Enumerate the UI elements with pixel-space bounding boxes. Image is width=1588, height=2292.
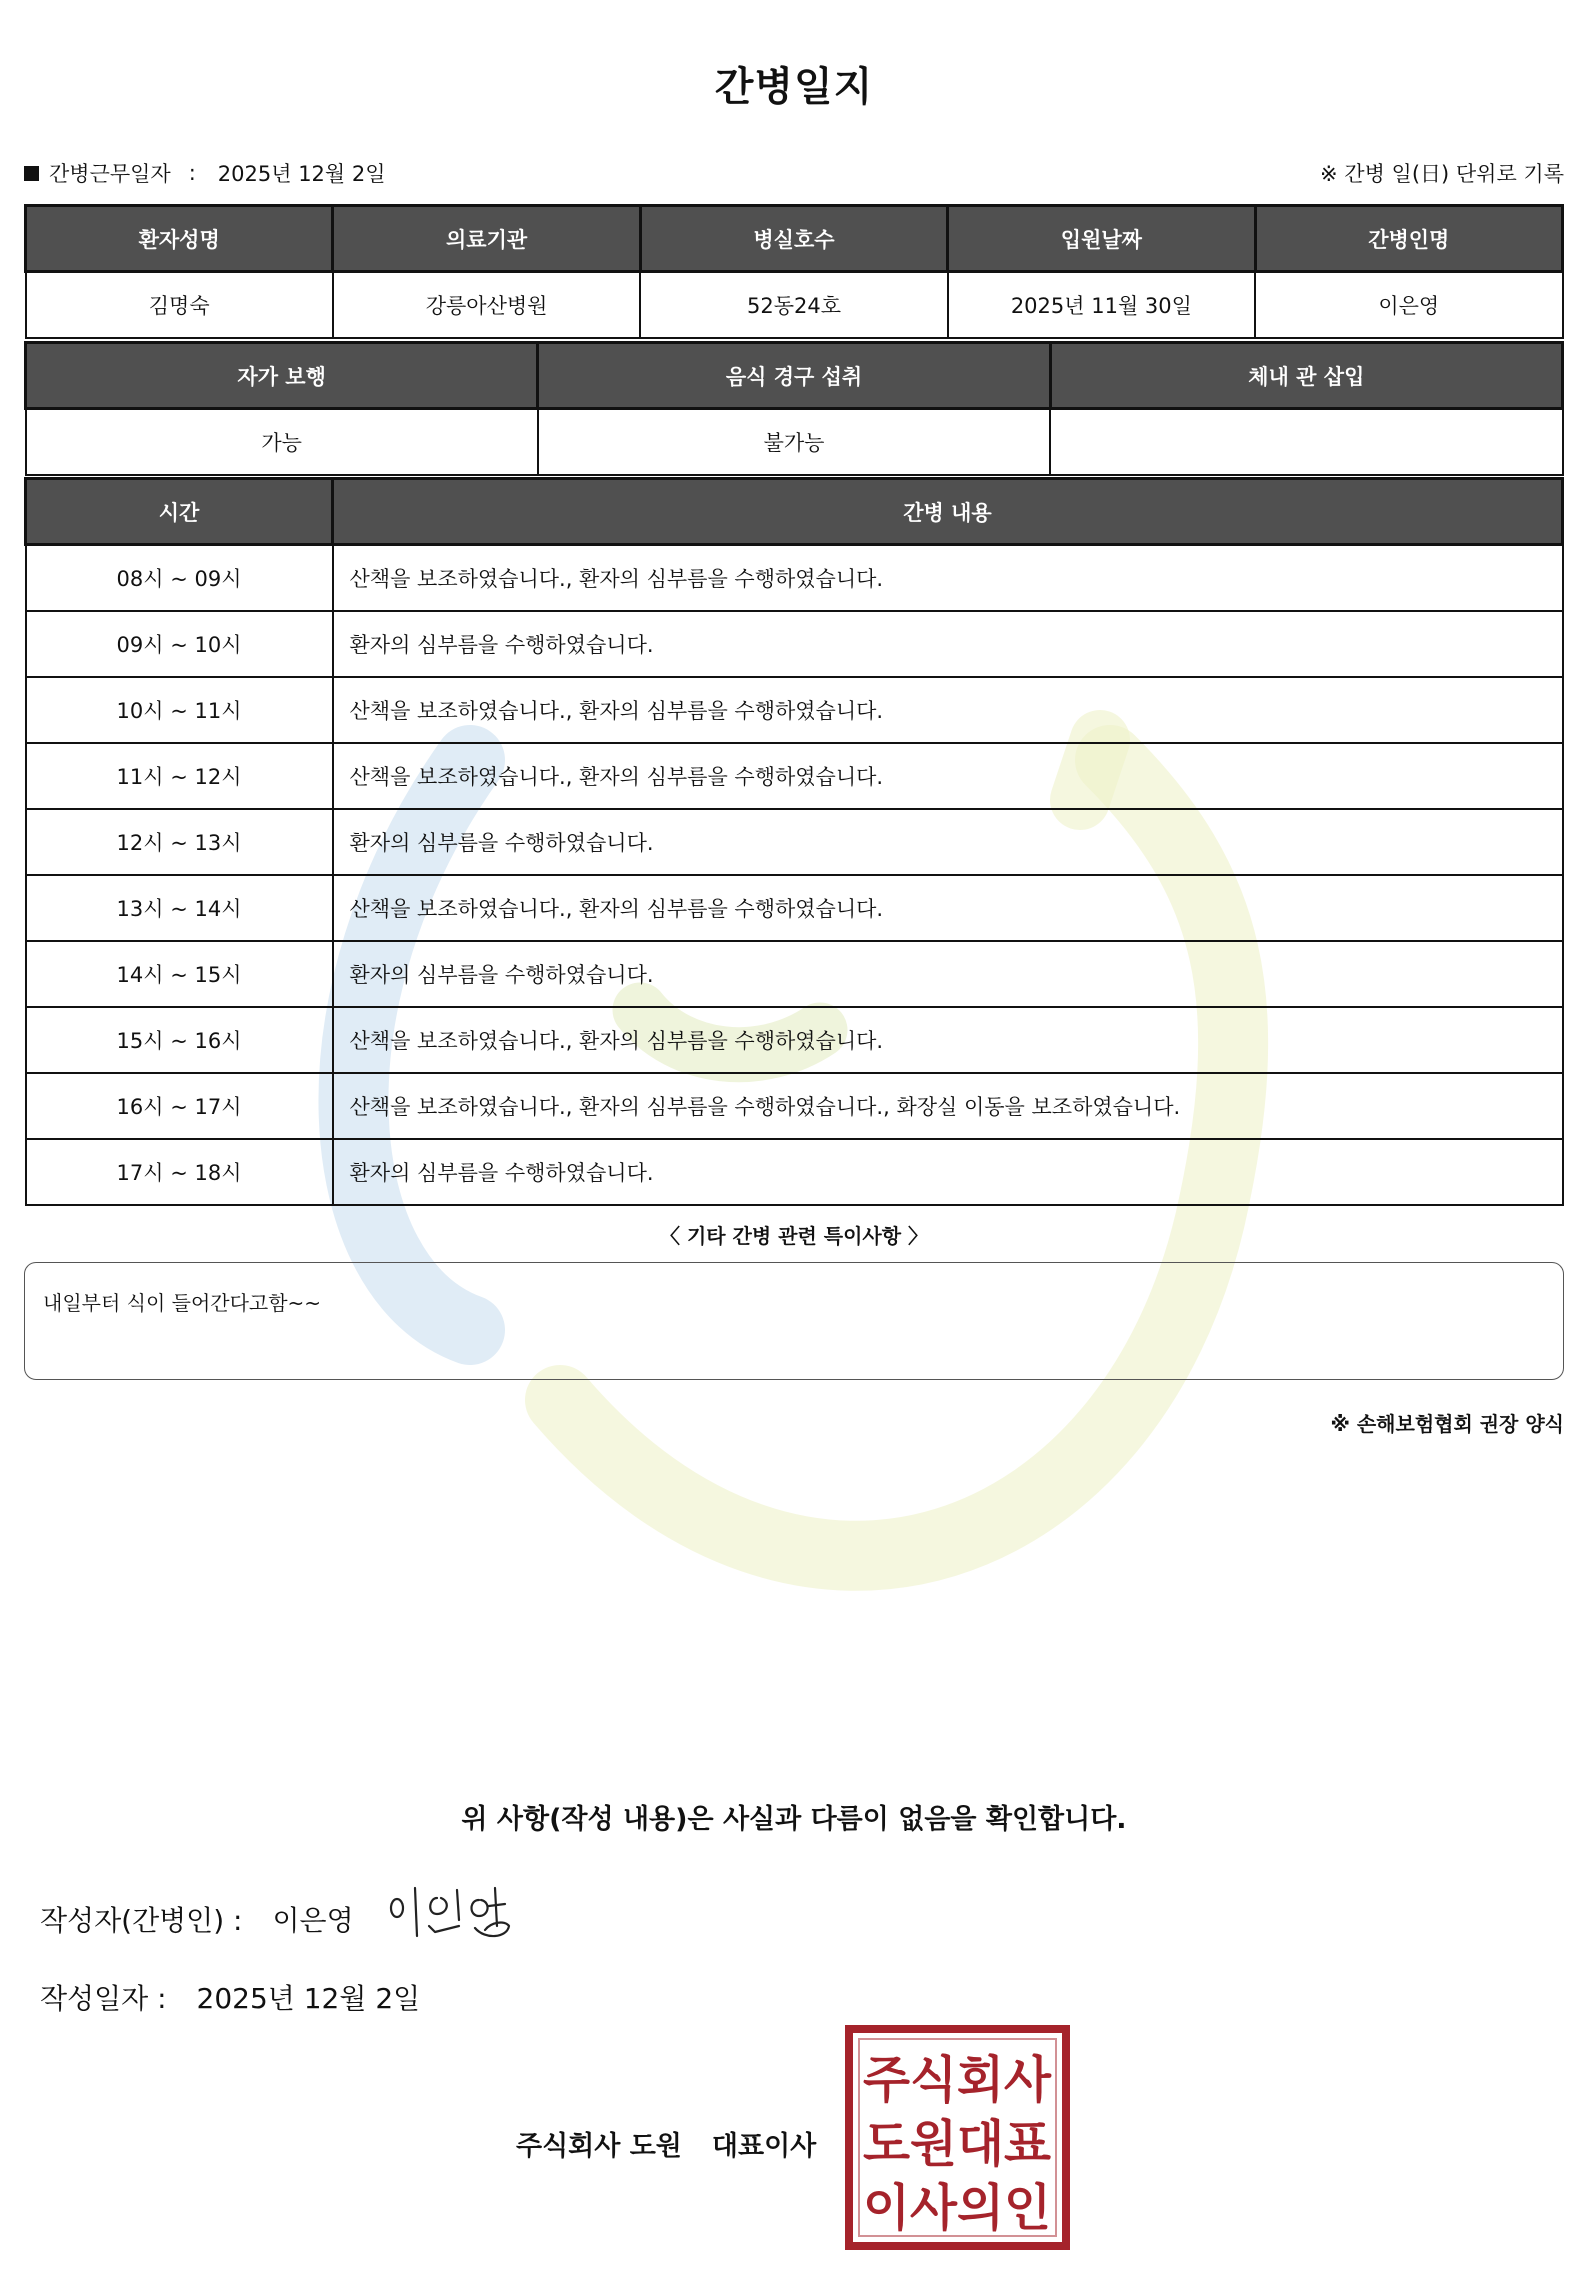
work-date-separator: : (188, 161, 196, 185)
seal-line-1: 주식회사 (863, 2051, 1052, 2109)
content-cell: 환자의 심부름을 수행하였습니다. (333, 611, 1563, 677)
header-self-walking: 자가 보행 (26, 343, 538, 409)
content-cell: 산책을 보조하였습니다., 환자의 심부름을 수행하였습니다. (333, 545, 1563, 611)
unit-note: ※ 간병 일(日) 단위로 기록 (1320, 162, 1564, 186)
time-cell: 16시 ~ 17시 (26, 1073, 333, 1139)
tube-insertion-value (1050, 409, 1562, 475)
content-cell: 산책을 보조하였습니다., 환자의 심부름을 수행하였습니다. (333, 1007, 1563, 1073)
table-row (26, 941, 1563, 1007)
content-cell: 환자의 심부름을 수행하였습니다. (333, 1139, 1563, 1205)
time-cell: 10시 ~ 11시 (26, 677, 333, 743)
written-date-label: 작성일자 : (40, 1982, 167, 2015)
time-cell: 09시 ~ 10시 (26, 611, 333, 677)
time-cell: 14시 ~ 15시 (26, 941, 333, 1007)
oral-intake-value: 불가능 (538, 409, 1050, 475)
work-date-value: 2025년 12월 2일 (217, 162, 386, 186)
header-time: 시간 (26, 479, 333, 545)
work-date (24, 158, 386, 188)
company-name: 주식회사 도원 (516, 2131, 682, 2162)
header-room: 병실호수 (640, 206, 947, 272)
admission-date: 2025년 11월 30일 (948, 272, 1255, 338)
patient-status-table (24, 341, 1564, 476)
handwritten-signature (385, 1880, 535, 1950)
table-row (26, 809, 1563, 875)
table-row (26, 545, 1563, 611)
notes-title: 〈 기타 간병 관련 특이사항 〉 (659, 1224, 928, 1248)
recommend-note: ※ 손해보험협회 권장 양식 (1330, 1412, 1564, 1436)
header-oral-intake: 음식 경구 섭취 (538, 343, 1050, 409)
table-row (26, 677, 1563, 743)
header-admission-date: 입원날짜 (948, 206, 1255, 272)
table-row (26, 875, 1563, 941)
ceo-title: 대표이사 (711, 2131, 817, 2162)
page-title: 간병일지 (714, 64, 874, 110)
table-row (26, 1007, 1563, 1073)
patient-info-table (24, 204, 1564, 339)
patient-name: 김명숙 (26, 272, 333, 338)
room: 52동24호 (640, 272, 947, 338)
writer-label: 작성자(간병인) : (40, 1904, 243, 1937)
content-cell: 산책을 보조하였습니다., 환자의 심부름을 수행하였습니다. (333, 743, 1563, 809)
work-date-label: 간병근무일자 (49, 162, 171, 186)
header-tube-insertion: 체내 관 삽입 (1050, 343, 1562, 409)
hospital: 강릉아산병원 (333, 272, 640, 338)
table-row (26, 1139, 1563, 1205)
header-caregiver-name: 간병인명 (1255, 206, 1562, 272)
seal-line-3: 이사의인 (863, 2179, 1051, 2237)
table-row (26, 611, 1563, 677)
table-row (26, 743, 1563, 809)
header-care-content: 간병 내용 (333, 479, 1563, 545)
writer-line (40, 1899, 354, 1939)
time-cell: 08시 ~ 09시 (26, 545, 333, 611)
content-cell: 산책을 보조하였습니다., 환자의 심부름을 수행하였습니다., 화장실 이동을 보조하였습니다. (333, 1073, 1563, 1139)
notes-box: 내일부터 식이 들어간다고함~~ (24, 1262, 1564, 1380)
time-cell: 12시 ~ 13시 (26, 809, 333, 875)
content-cell: 산책을 보조하였습니다., 환자의 심부름을 수행하였습니다. (333, 677, 1563, 743)
company-line (516, 2124, 816, 2163)
self-walking-value: 가능 (26, 409, 538, 475)
writer-name: 이은영 (272, 1904, 354, 1937)
content-cell: 환자의 심부름을 수행하였습니다. (333, 941, 1563, 1007)
time-cell: 11시 ~ 12시 (26, 743, 333, 809)
written-date-line (40, 1977, 420, 2017)
time-cell: 13시 ~ 14시 (26, 875, 333, 941)
time-cell: 17시 ~ 18시 (26, 1139, 333, 1205)
care-log-table (24, 477, 1564, 1206)
company-seal-stamp (845, 2025, 1070, 2250)
header-patient-name: 환자성명 (26, 206, 333, 272)
written-date-value: 2025년 12월 2일 (196, 1982, 421, 2015)
content-cell: 환자의 심부름을 수행하였습니다. (333, 809, 1563, 875)
caregiver-name: 이은영 (1255, 272, 1562, 338)
seal-line-2: 도원대표 (863, 2115, 1052, 2173)
confirmation-statement: 위 사항(작성 내용)은 사실과 다름이 없음을 확인합니다. (461, 1804, 1127, 1835)
time-cell: 15시 ~ 16시 (26, 1007, 333, 1073)
content-cell: 산책을 보조하였습니다., 환자의 심부름을 수행하였습니다. (333, 875, 1563, 941)
table-row (26, 1073, 1563, 1139)
header-hospital: 의료기관 (333, 206, 640, 272)
square-bullet-icon (24, 166, 39, 181)
